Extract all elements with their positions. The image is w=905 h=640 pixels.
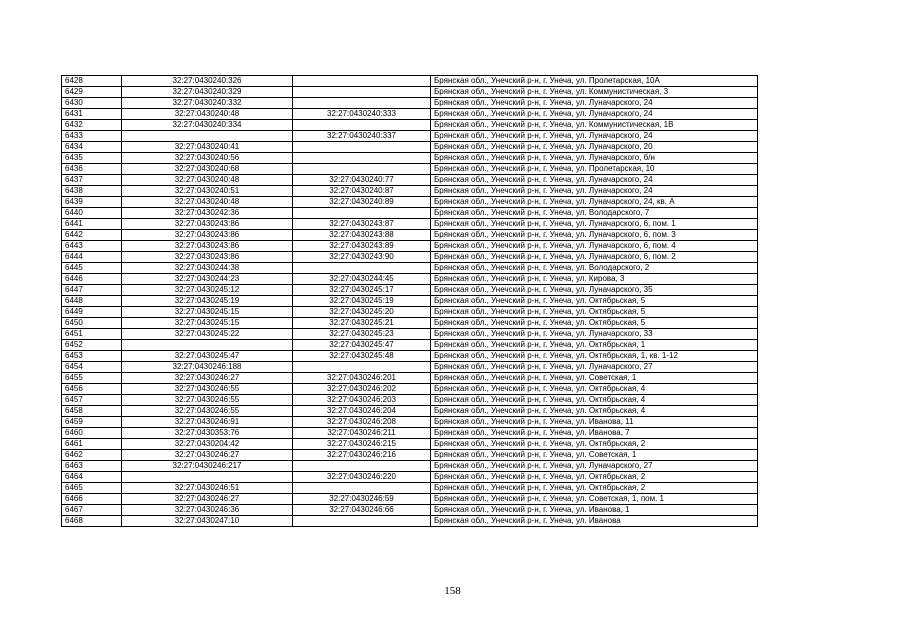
cadastral-number-cell: 32:27:0430245:12 (122, 285, 293, 296)
address-cell: Брянская обл., Унечский р-н, г. Унеча, ул. Коммунистическая, 1В (431, 120, 758, 131)
row-number-cell: 6468 (62, 516, 122, 527)
address-cell: Брянская обл., Унечский р-н, г. Унеча, ул. Володарского, 7 (431, 208, 758, 219)
cadastral-number-cell: 32:27:0430240:68 (122, 164, 293, 175)
related-cadastral-number-cell (293, 120, 431, 131)
table-row (62, 274, 758, 285)
row-number-cell: 6450 (62, 318, 122, 329)
related-cadastral-number-cell: 32:27:0430240:333 (293, 109, 431, 120)
related-cadastral-number-cell: 32:27:0430243:88 (293, 230, 431, 241)
row-number-cell: 6438 (62, 186, 122, 197)
cadastral-number-cell: 32:27:0430243:86 (122, 241, 293, 252)
row-number-cell: 6437 (62, 175, 122, 186)
address-cell: Брянская обл., Унечский р-н, г. Унеча, ул. Луначарского, 33 (431, 329, 758, 340)
row-number-cell: 6432 (62, 120, 122, 131)
table-row (62, 351, 758, 362)
address-cell: Брянская обл., Унечский р-н, г. Унеча, ул. Октябрьская, 5 (431, 296, 758, 307)
cadastral-number-cell: 32:27:0430240:326 (122, 76, 293, 87)
row-number-cell: 6455 (62, 373, 122, 384)
table-row (62, 197, 758, 208)
row-number-cell: 6451 (62, 329, 122, 340)
row-number-cell: 6448 (62, 296, 122, 307)
cadastral-number-cell: 32:27:0430243:86 (122, 230, 293, 241)
related-cadastral-number-cell (293, 153, 431, 164)
table-row (62, 263, 758, 274)
table-row (62, 164, 758, 175)
address-cell: Брянская обл., Унечский р-н, г. Унеча, ул. Луначарского, 24 (431, 131, 758, 142)
address-cell: Брянская обл., Унечский р-н, г. Унеча, ул. Луначарского, 6, пом. 4 (431, 241, 758, 252)
related-cadastral-number-cell: 32:27:0430246:66 (293, 505, 431, 516)
related-cadastral-number-cell: 32:27:0430246:202 (293, 384, 431, 395)
row-number-cell: 6449 (62, 307, 122, 318)
related-cadastral-number-cell: 32:27:0430246:59 (293, 494, 431, 505)
related-cadastral-number-cell (293, 208, 431, 219)
cadastral-number-cell: 32:27:0430245:15 (122, 318, 293, 329)
address-cell: Брянская обл., Унечский р-н, г. Унеча, ул. Луначарского, 24, кв. А (431, 197, 758, 208)
address-cell: Брянская обл., Унечский р-н, г. Унеча, ул. Пролетарская, 10 (431, 164, 758, 175)
table-row (62, 516, 758, 527)
related-cadastral-number-cell (293, 483, 431, 494)
related-cadastral-number-cell (293, 76, 431, 87)
row-number-cell: 6465 (62, 483, 122, 494)
table-row (62, 120, 758, 131)
related-cadastral-number-cell (293, 142, 431, 153)
cadastral-number-cell: 32:27:0430240:41 (122, 142, 293, 153)
table-row (62, 131, 758, 142)
table-row (62, 483, 758, 494)
registry-table-body (62, 76, 758, 527)
related-cadastral-number-cell (293, 87, 431, 98)
cadastral-number-cell: 32:27:0430245:22 (122, 329, 293, 340)
table-row (62, 76, 758, 87)
row-number-cell: 6462 (62, 450, 122, 461)
address-cell: Брянская обл., Унечский р-н, г. Унеча, ул. Иванова (431, 516, 758, 527)
address-cell: Брянская обл., Унечский р-н, г. Унеча, ул. Иванова, 11 (431, 417, 758, 428)
cadastral-number-cell: 32:27:0430242:36 (122, 208, 293, 219)
table-row (62, 417, 758, 428)
row-number-cell: 6435 (62, 153, 122, 164)
table-row (62, 87, 758, 98)
cadastral-number-cell (122, 340, 293, 351)
row-number-cell: 6457 (62, 395, 122, 406)
related-cadastral-number-cell (293, 164, 431, 175)
address-cell: Брянская обл., Унечский р-н, г. Унеча, ул. Луначарского, 24 (431, 109, 758, 120)
row-number-cell: 6436 (62, 164, 122, 175)
table-row (62, 208, 758, 219)
page-number: 158 (444, 585, 461, 597)
address-cell: Брянская обл., Унечский р-н, г. Унеча, ул. Октябрьская, 2 (431, 439, 758, 450)
related-cadastral-number-cell: 32:27:0430245:48 (293, 351, 431, 362)
row-number-cell: 6444 (62, 252, 122, 263)
table-row (62, 505, 758, 516)
table-row (62, 142, 758, 153)
table-row (62, 340, 758, 351)
table-row (62, 461, 758, 472)
cadastral-number-cell: 32:27:0430246:55 (122, 406, 293, 417)
related-cadastral-number-cell (293, 263, 431, 274)
related-cadastral-number-cell: 32:27:0430245:23 (293, 329, 431, 340)
related-cadastral-number-cell: 32:27:0430245:47 (293, 340, 431, 351)
address-cell: Брянская обл., Унечский р-н, г. Унеча, ул. Октябрьская, 1 (431, 340, 758, 351)
cadastral-number-cell: 32:27:0430245:19 (122, 296, 293, 307)
related-cadastral-number-cell: 32:27:0430245:20 (293, 307, 431, 318)
cadastral-number-cell: 32:27:0430204:42 (122, 439, 293, 450)
related-cadastral-number-cell: 32:27:0430246:204 (293, 406, 431, 417)
related-cadastral-number-cell: 32:27:0430240:337 (293, 131, 431, 142)
address-cell: Брянская обл., Унечский р-н, г. Унеча, ул. Иванова, 1 (431, 505, 758, 516)
table-row (62, 296, 758, 307)
address-cell: Брянская обл., Унечский р-н, г. Унеча, ул. Луначарского, 27 (431, 461, 758, 472)
row-number-cell: 6463 (62, 461, 122, 472)
table-row (62, 307, 758, 318)
table-row (62, 428, 758, 439)
row-number-cell: 6440 (62, 208, 122, 219)
address-cell: Брянская обл., Унечский р-н, г. Унеча, ул. Луначарского, 27 (431, 362, 758, 373)
related-cadastral-number-cell: 32:27:0430240:87 (293, 186, 431, 197)
table-row (62, 241, 758, 252)
address-cell: Брянская обл., Унечский р-н, г. Унеча, ул. Октябрьская, 5 (431, 307, 758, 318)
related-cadastral-number-cell: 32:27:0430246:220 (293, 472, 431, 483)
related-cadastral-number-cell: 32:27:0430246:203 (293, 395, 431, 406)
cadastral-number-cell: 32:27:0430243:86 (122, 219, 293, 230)
address-cell: Брянская обл., Унечский р-н, г. Унеча, ул. Кирова, 3 (431, 274, 758, 285)
row-number-cell: 6453 (62, 351, 122, 362)
cadastral-number-cell: 32:27:0430246:36 (122, 505, 293, 516)
row-number-cell: 6434 (62, 142, 122, 153)
related-cadastral-number-cell: 32:27:0430246:216 (293, 450, 431, 461)
cadastral-number-cell: 32:27:0430246:188 (122, 362, 293, 373)
address-cell: Брянская обл., Унечский р-н, г. Унеча, ул. Октябрьская, 4 (431, 406, 758, 417)
related-cadastral-number-cell: 32:27:0430240:77 (293, 175, 431, 186)
row-number-cell: 6454 (62, 362, 122, 373)
cadastral-number-cell: 32:27:0430246:27 (122, 373, 293, 384)
cadastral-number-cell: 32:27:0430240:329 (122, 87, 293, 98)
address-cell: Брянская обл., Унечский р-н, г. Унеча, ул. Луначарского, 20 (431, 142, 758, 153)
row-number-cell: 6447 (62, 285, 122, 296)
address-cell: Брянская обл., Унечский р-н, г. Унеча, ул. Октябрьская, 1, кв. 1-12 (431, 351, 758, 362)
address-cell: Брянская обл., Унечский р-н, г. Унеча, ул. Луначарского, 24 (431, 175, 758, 186)
address-cell: Брянская обл., Унечский р-н, г. Унеча, ул. Луначарского, 24 (431, 186, 758, 197)
table-row (62, 98, 758, 109)
address-cell: Брянская обл., Унечский р-н, г. Унеча, ул. Луначарского, 6, пом. 1 (431, 219, 758, 230)
row-number-cell: 6428 (62, 76, 122, 87)
cadastral-number-cell: 32:27:0430246:55 (122, 384, 293, 395)
related-cadastral-number-cell: 32:27:0430243:90 (293, 252, 431, 263)
row-number-cell: 6466 (62, 494, 122, 505)
address-cell: Брянская обл., Унечский р-н, г. Унеча, ул. Луначарского, б/н (431, 153, 758, 164)
cadastral-number-cell: 32:27:0430246:27 (122, 494, 293, 505)
cadastral-number-cell: 32:27:0430246:27 (122, 450, 293, 461)
address-cell: Брянская обл., Унечский р-н, г. Унеча, ул. Октябрьская, 4 (431, 384, 758, 395)
address-cell: Брянская обл., Унечский р-н, г. Унеча, ул. Октябрьская, 2 (431, 483, 758, 494)
cadastral-number-cell: 32:27:0430247:10 (122, 516, 293, 527)
table-row (62, 186, 758, 197)
row-number-cell: 6431 (62, 109, 122, 120)
cadastral-number-cell (122, 131, 293, 142)
row-number-cell: 6461 (62, 439, 122, 450)
related-cadastral-number-cell: 32:27:0430246:211 (293, 428, 431, 439)
address-cell: Брянская обл., Унечский р-н, г. Унеча, ул. Иванова, 7 (431, 428, 758, 439)
row-number-cell: 6439 (62, 197, 122, 208)
related-cadastral-number-cell: 32:27:0430243:87 (293, 219, 431, 230)
cadastral-number-cell: 32:27:0430240:48 (122, 197, 293, 208)
row-number-cell: 6442 (62, 230, 122, 241)
related-cadastral-number-cell: 32:27:0430240:89 (293, 197, 431, 208)
row-number-cell: 6460 (62, 428, 122, 439)
table-row (62, 362, 758, 373)
cadastral-number-cell: 32:27:0430240:48 (122, 109, 293, 120)
related-cadastral-number-cell: 32:27:0430245:17 (293, 285, 431, 296)
cadastral-number-cell: 32:27:0430240:56 (122, 153, 293, 164)
table-row (62, 252, 758, 263)
related-cadastral-number-cell: 32:27:0430245:21 (293, 318, 431, 329)
table-row (62, 285, 758, 296)
address-cell: Брянская обл., Унечский р-н, г. Унеча, ул. Луначарского, 35 (431, 285, 758, 296)
row-number-cell: 6464 (62, 472, 122, 483)
cadastral-number-cell (122, 472, 293, 483)
address-cell: Брянская обл., Унечский р-н, г. Унеча, ул. Володарского, 2 (431, 263, 758, 274)
address-cell: Брянская обл., Унечский р-н, г. Унеча, ул. Коммунистическая, 3 (431, 87, 758, 98)
table-row (62, 494, 758, 505)
row-number-cell: 6429 (62, 87, 122, 98)
address-cell: Брянская обл., Унечский р-н, г. Унеча, ул. Октябрьская, 5 (431, 318, 758, 329)
cadastral-number-cell: 32:27:0430240:51 (122, 186, 293, 197)
table-row (62, 395, 758, 406)
table-row (62, 384, 758, 395)
address-cell: Брянская обл., Унечский р-н, г. Унеча, ул. Октябрьская, 4 (431, 395, 758, 406)
cadastral-number-cell: 32:27:0430245:47 (122, 351, 293, 362)
cadastral-number-cell: 32:27:0430246:217 (122, 461, 293, 472)
address-cell: Брянская обл., Унечский р-н, г. Унеча, ул. Октябрьская, 2 (431, 472, 758, 483)
address-cell: Брянская обл., Унечский р-н, г. Унеча, ул. Луначарского, 6, пом. 3 (431, 230, 758, 241)
row-number-cell: 6459 (62, 417, 122, 428)
address-cell: Брянская обл., Унечский р-н, г. Унеча, ул. Советская, 1 (431, 450, 758, 461)
cadastral-number-cell: 32:27:0430244:23 (122, 274, 293, 285)
cadastral-number-cell: 32:27:0430353:76 (122, 428, 293, 439)
cadastral-number-cell: 32:27:0430246:55 (122, 395, 293, 406)
cadastral-number-cell: 32:27:0430240:48 (122, 175, 293, 186)
related-cadastral-number-cell (293, 516, 431, 527)
row-number-cell: 6452 (62, 340, 122, 351)
address-cell: Брянская обл., Унечский р-н, г. Унеча, ул. Советская, 1 (431, 373, 758, 384)
property-registry-table (61, 75, 758, 527)
cadastral-number-cell: 32:27:0430240:332 (122, 98, 293, 109)
related-cadastral-number-cell: 32:27:0430243:89 (293, 241, 431, 252)
row-number-cell: 6446 (62, 274, 122, 285)
address-cell: Брянская обл., Унечский р-н, г. Унеча, ул. Луначарского, 6, пом. 2 (431, 252, 758, 263)
row-number-cell: 6433 (62, 131, 122, 142)
table-row (62, 153, 758, 164)
related-cadastral-number-cell: 32:27:0430244:45 (293, 274, 431, 285)
cadastral-number-cell: 32:27:0430240:334 (122, 120, 293, 131)
row-number-cell: 6458 (62, 406, 122, 417)
table-row (62, 329, 758, 340)
related-cadastral-number-cell: 32:27:0430246:208 (293, 417, 431, 428)
cadastral-number-cell: 32:27:0430246:51 (122, 483, 293, 494)
address-cell: Брянская обл., Унечский р-н, г. Унеча, ул. Пролетарская, 10А (431, 76, 758, 87)
row-number-cell: 6443 (62, 241, 122, 252)
cadastral-number-cell: 32:27:0430244:38 (122, 263, 293, 274)
address-cell: Брянская обл., Унечский р-н, г. Унеча, ул. Луначарского, 24 (431, 98, 758, 109)
table-row (62, 450, 758, 461)
row-number-cell: 6441 (62, 219, 122, 230)
table-row (62, 175, 758, 186)
row-number-cell: 6445 (62, 263, 122, 274)
related-cadastral-number-cell: 32:27:0430246:201 (293, 373, 431, 384)
row-number-cell: 6430 (62, 98, 122, 109)
table-row (62, 439, 758, 450)
row-number-cell: 6467 (62, 505, 122, 516)
address-cell: Брянская обл., Унечский р-н, г. Унеча, ул. Советская, 1, пом. 1 (431, 494, 758, 505)
related-cadastral-number-cell (293, 98, 431, 109)
cadastral-number-cell: 32:27:0430243:86 (122, 252, 293, 263)
table-row (62, 373, 758, 384)
table-row (62, 318, 758, 329)
table-row (62, 219, 758, 230)
table-row (62, 109, 758, 120)
related-cadastral-number-cell: 32:27:0430246:215 (293, 439, 431, 450)
related-cadastral-number-cell: 32:27:0430245:19 (293, 296, 431, 307)
table-row (62, 472, 758, 483)
cadastral-number-cell: 32:27:0430245:15 (122, 307, 293, 318)
related-cadastral-number-cell (293, 362, 431, 373)
table-row (62, 406, 758, 417)
cadastral-number-cell: 32:27:0430246:91 (122, 417, 293, 428)
table-row (62, 230, 758, 241)
related-cadastral-number-cell (293, 461, 431, 472)
row-number-cell: 6456 (62, 384, 122, 395)
